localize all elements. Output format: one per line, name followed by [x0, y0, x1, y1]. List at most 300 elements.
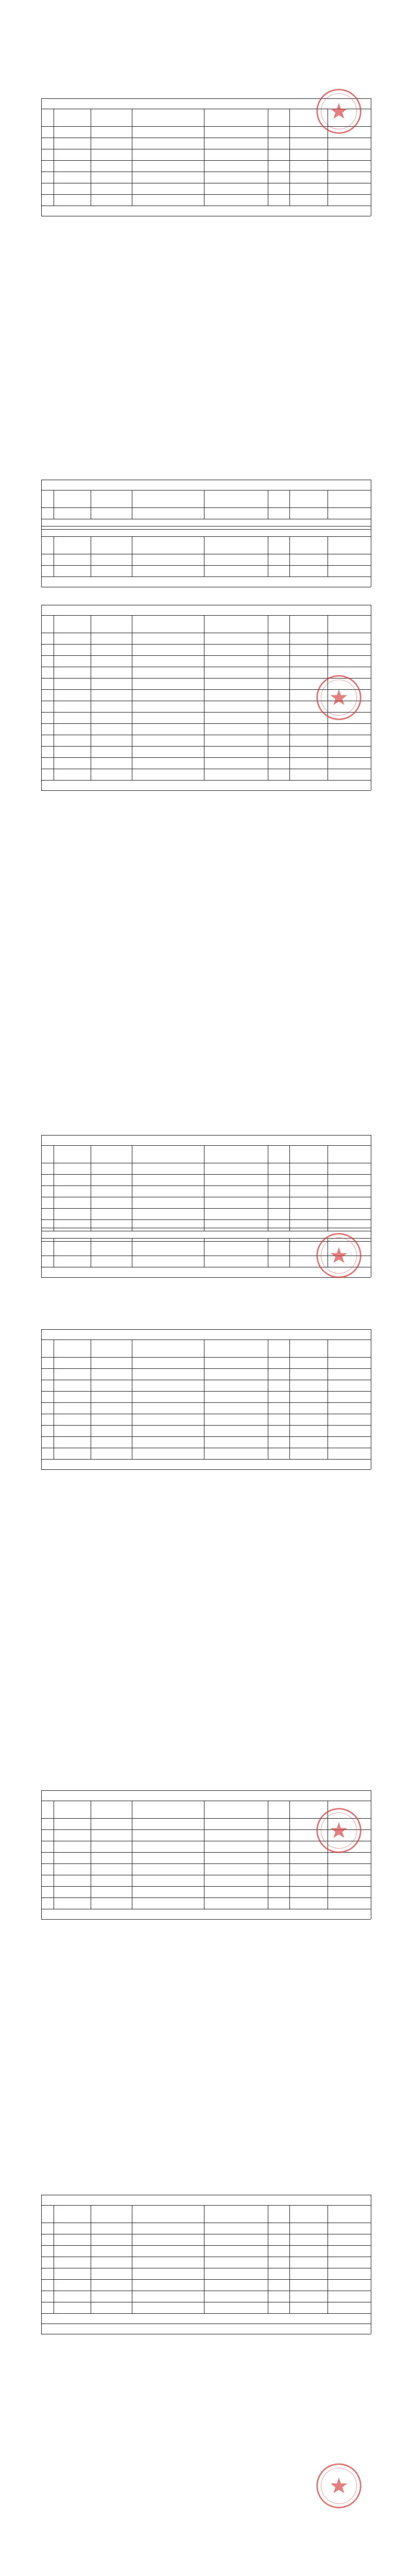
cell-amount: [289, 1402, 328, 1414]
cell-note: [328, 1402, 371, 1414]
cell-town: [91, 1185, 132, 1197]
section-title: [41, 605, 371, 615]
cell-note: [328, 1448, 371, 1459]
cell-name: [54, 1841, 91, 1852]
cell-item: [132, 1886, 206, 1897]
cell-town: [91, 1174, 132, 1185]
cell-name: [54, 1357, 91, 1368]
cell-model: [204, 1448, 268, 1459]
column-header: [289, 490, 328, 507]
cell-name: [54, 1436, 91, 1448]
cell-town: [91, 194, 132, 206]
cell-amount: [289, 1863, 328, 1875]
cell-amount: [289, 655, 328, 667]
column-header: [54, 2205, 91, 2223]
column-header: [268, 1340, 289, 1357]
cell-amount: [289, 2223, 328, 2234]
cell-qty: [268, 1380, 289, 1391]
cell-qty: [268, 149, 289, 160]
cell-name: [54, 172, 91, 183]
cell-name: [54, 1174, 91, 1185]
cell-amount: [289, 2268, 328, 2279]
column-header: [132, 490, 204, 507]
cell-item: [132, 746, 206, 757]
official-seal-stamp: [314, 1231, 364, 1280]
cell-item: [132, 1380, 206, 1391]
cell-qty: [268, 1897, 289, 1909]
cell-note: [328, 1163, 371, 1174]
column-header: [204, 1145, 268, 1163]
cell-amount: [289, 757, 328, 769]
column-header: [268, 536, 289, 554]
cell-note: [328, 1368, 371, 1380]
cell-qty: [268, 1197, 289, 1208]
official-seal-stamp: [314, 2461, 364, 2511]
cell-no: [41, 2279, 54, 2291]
cell-amount: [289, 1174, 328, 1185]
cell-amount: [289, 149, 328, 160]
cell-name: [54, 138, 91, 149]
cell-item: [132, 1414, 206, 1425]
column-header: [268, 109, 289, 126]
column-header: [91, 1238, 132, 1256]
cell-model: [204, 1368, 268, 1380]
cell-item: [132, 1402, 206, 1414]
cell-model: [204, 160, 268, 172]
column-header: [289, 1145, 328, 1163]
column-header: [54, 1238, 91, 1256]
cell-model: [204, 1886, 268, 1897]
cell-item: [132, 769, 206, 780]
cell-amount: [289, 138, 328, 149]
cell-qty: [268, 1425, 289, 1436]
cell-amount: [289, 1208, 328, 1219]
cell-qty: [268, 1875, 289, 1886]
cell-model: [204, 2302, 268, 2313]
cell-town: [91, 2223, 132, 2234]
cell-model: [204, 1841, 268, 1852]
cell-item: [132, 1174, 206, 1185]
cell-item: [132, 565, 206, 577]
cell-note: [328, 633, 371, 644]
cell-note: [328, 1414, 371, 1425]
subtotal-row: [41, 1459, 378, 1469]
cell-item: [132, 757, 206, 769]
cell-qty: [268, 2279, 289, 2291]
cell-no: [41, 1391, 54, 1402]
column-header: [204, 109, 268, 126]
cell-item: [132, 1818, 206, 1829]
cell-model: [204, 1197, 268, 1208]
cell-amount: [289, 1425, 328, 1436]
cell-item: [132, 1863, 206, 1875]
cell-model: [204, 723, 268, 735]
cell-amount: [289, 2245, 328, 2257]
column-header: [41, 1238, 54, 1256]
cell-name: [54, 644, 91, 655]
cell-qty: [268, 2245, 289, 2257]
cell-note: [328, 2223, 371, 2234]
cell-note: [328, 1197, 371, 1208]
column-header: [54, 615, 91, 633]
cell-note: [328, 2291, 371, 2302]
cell-note: [328, 2257, 371, 2268]
cell-no: [41, 712, 54, 723]
cell-item: [132, 194, 206, 206]
column-header: [204, 1238, 268, 1256]
cell-model: [204, 2291, 268, 2302]
cell-item: [132, 2245, 206, 2257]
cell-town: [91, 565, 132, 577]
cell-note: [328, 655, 371, 667]
column-header: [41, 1340, 54, 1357]
cell-amount: [289, 1448, 328, 1459]
cell-name: [54, 678, 91, 689]
cell-no: [41, 723, 54, 735]
column-header: [91, 615, 132, 633]
cell-note: [328, 644, 371, 655]
cell-no: [41, 1436, 54, 1448]
cell-qty: [268, 2234, 289, 2245]
cell-name: [54, 712, 91, 723]
cell-town: [91, 149, 132, 160]
column-header: [132, 109, 204, 126]
cell-qty: [268, 667, 289, 678]
cell-no: [41, 183, 54, 194]
cell-item: [132, 701, 206, 712]
cell-qty: [268, 678, 289, 689]
cell-note: [328, 1886, 371, 1897]
cell-model: [204, 735, 268, 746]
cell-name: [54, 1829, 91, 1841]
cell-name: [54, 1875, 91, 1886]
cell-town: [91, 678, 132, 689]
cell-town: [91, 1886, 132, 1897]
cell-no: [41, 1185, 54, 1197]
cell-qty: [268, 1391, 289, 1402]
cell-note: [328, 769, 371, 780]
cell-qty: [268, 2268, 289, 2279]
table-block: [0, 1329, 412, 1470]
cell-item: [132, 633, 206, 644]
cell-amount: [289, 183, 328, 194]
subtotal-row: [41, 577, 378, 587]
official-seal-stamp: [314, 673, 364, 722]
cell-amount: [289, 2291, 328, 2302]
cell-amount: [289, 1368, 328, 1380]
cell-amount: [289, 1414, 328, 1425]
cell-name: [54, 2234, 91, 2245]
cell-no: [41, 2257, 54, 2268]
cell-name: [54, 149, 91, 160]
cell-town: [91, 160, 132, 172]
cell-no: [41, 160, 54, 172]
column-header: [54, 1801, 91, 1818]
cell-item: [132, 655, 206, 667]
cell-name: [54, 1402, 91, 1414]
cell-note: [328, 160, 371, 172]
cell-model: [204, 183, 268, 194]
cell-no: [41, 757, 54, 769]
cell-town: [91, 2257, 132, 2268]
cell-note: [328, 1875, 371, 1886]
cell-qty: [268, 1357, 289, 1368]
column-header: [91, 490, 132, 507]
cell-qty: [268, 701, 289, 712]
cell-item: [132, 2234, 206, 2245]
cell-amount: [289, 769, 328, 780]
cell-note: [328, 2234, 371, 2245]
cell-model: [204, 1163, 268, 1174]
cell-no: [41, 1841, 54, 1852]
column-header: [132, 1340, 204, 1357]
cell-town: [91, 1897, 132, 1909]
column-header: [41, 109, 54, 126]
cell-amount: [289, 644, 328, 655]
cell-model: [204, 1818, 268, 1829]
cell-name: [54, 194, 91, 206]
cell-model: [204, 701, 268, 712]
cell-model: [204, 633, 268, 644]
cell-name: [54, 723, 91, 735]
cell-no: [41, 1863, 54, 1875]
cell-qty: [268, 1886, 289, 1897]
cell-note: [328, 172, 371, 183]
cell-qty: [268, 2302, 289, 2313]
cell-note: [328, 723, 371, 735]
cell-amount: [289, 194, 328, 206]
cell-no: [41, 2291, 54, 2302]
cell-qty: [268, 1163, 289, 1174]
cell-amount: [289, 1197, 328, 1208]
cell-name: [54, 1886, 91, 1897]
cell-item: [132, 1841, 206, 1852]
cell-name: [54, 655, 91, 667]
column-header: [289, 1340, 328, 1357]
column-header: [204, 1340, 268, 1357]
cell-no: [41, 1897, 54, 1909]
cell-no: [41, 1357, 54, 1368]
cell-model: [204, 1391, 268, 1402]
cell-town: [91, 723, 132, 735]
column-header: [91, 1801, 132, 1818]
cell-item: [132, 1368, 206, 1380]
cell-qty: [268, 1174, 289, 1185]
column-header: [204, 2205, 268, 2223]
cell-qty: [268, 1829, 289, 1841]
cell-model: [204, 138, 268, 149]
cell-qty: [268, 2257, 289, 2268]
cell-town: [91, 1256, 132, 1267]
column-header: [132, 536, 204, 554]
cell-item: [132, 735, 206, 746]
cell-note: [328, 1897, 371, 1909]
cell-town: [91, 769, 132, 780]
cell-note: [328, 1208, 371, 1219]
cell-item: [132, 554, 206, 565]
cell-no: [41, 769, 54, 780]
cell-town: [91, 172, 132, 183]
cell-item: [132, 507, 206, 519]
column-header: [91, 2205, 132, 2223]
column-header: [41, 1801, 54, 1818]
cell-model: [204, 1863, 268, 1875]
cell-model: [204, 2268, 268, 2279]
cell-item: [132, 1425, 206, 1436]
cell-no: [41, 667, 54, 678]
section-title: [41, 2195, 371, 2205]
column-header: [54, 1340, 91, 1357]
cell-model: [204, 2245, 268, 2257]
cell-town: [91, 746, 132, 757]
cell-note: [328, 2302, 371, 2313]
cell-amount: [289, 1391, 328, 1402]
cell-model: [204, 2257, 268, 2268]
cell-model: [204, 1436, 268, 1448]
cell-amount: [289, 1886, 328, 1897]
column-header: [132, 2205, 204, 2223]
cell-name: [54, 554, 91, 565]
subtotal-row: [41, 2324, 378, 2334]
cell-name: [54, 667, 91, 678]
section-title: [41, 1329, 371, 1340]
cell-no: [41, 2268, 54, 2279]
cell-name: [54, 769, 91, 780]
table-block: [0, 526, 412, 587]
cell-model: [204, 507, 268, 519]
cell-model: [204, 1256, 268, 1267]
cell-amount: [289, 1163, 328, 1174]
cell-model: [204, 2234, 268, 2245]
cell-item: [132, 1197, 206, 1208]
column-header: [54, 490, 91, 507]
cell-town: [91, 2302, 132, 2313]
cell-item: [132, 1897, 206, 1909]
cell-name: [54, 2223, 91, 2234]
column-header: [268, 1145, 289, 1163]
cell-town: [91, 2268, 132, 2279]
cell-item: [132, 667, 206, 678]
cell-town: [91, 1852, 132, 1863]
cell-model: [204, 1875, 268, 1886]
cell-town: [91, 712, 132, 723]
cell-model: [204, 667, 268, 678]
cell-town: [91, 554, 132, 565]
cell-note: [328, 2279, 371, 2291]
cell-name: [54, 507, 91, 519]
column-header: [204, 490, 268, 507]
cell-town: [91, 126, 132, 138]
column-header: [41, 1145, 54, 1163]
column-header: [268, 615, 289, 633]
cell-item: [132, 149, 206, 160]
cell-no: [41, 126, 54, 138]
column-header: [91, 1340, 132, 1357]
cell-model: [204, 2279, 268, 2291]
cell-name: [54, 2268, 91, 2279]
cell-name: [54, 1185, 91, 1197]
cell-no: [41, 1380, 54, 1391]
cell-town: [91, 2291, 132, 2302]
cell-model: [204, 655, 268, 667]
cell-town: [91, 1357, 132, 1368]
cell-no: [41, 1852, 54, 1863]
cell-no: [41, 1208, 54, 1219]
cell-town: [91, 667, 132, 678]
cell-amount: [289, 172, 328, 183]
cell-no: [41, 1256, 54, 1267]
cell-model: [204, 1174, 268, 1185]
official-seal-stamp: [314, 1806, 364, 1855]
cell-qty: [268, 507, 289, 519]
cell-amount: [289, 2234, 328, 2245]
cell-qty: [268, 2223, 289, 2234]
cell-name: [54, 1380, 91, 1391]
cell-no: [41, 735, 54, 746]
cell-model: [204, 1185, 268, 1197]
cell-name: [54, 565, 91, 577]
cell-town: [91, 633, 132, 644]
cell-model: [204, 554, 268, 565]
cell-model: [204, 757, 268, 769]
cell-no: [41, 1875, 54, 1886]
cell-qty: [268, 172, 289, 183]
cell-qty: [268, 1402, 289, 1414]
column-header: [289, 2205, 328, 2223]
cell-note: [328, 1380, 371, 1391]
cell-model: [204, 149, 268, 160]
cell-qty: [268, 138, 289, 149]
cell-note: [328, 194, 371, 206]
cell-item: [132, 689, 206, 701]
cell-model: [204, 1425, 268, 1436]
column-header: [54, 536, 91, 554]
document-title: [41, 18, 371, 31]
cell-town: [91, 1208, 132, 1219]
cell-amount: [289, 2257, 328, 2268]
cell-town: [91, 138, 132, 149]
cell-town: [91, 1448, 132, 1459]
cell-item: [132, 1436, 206, 1448]
cell-no: [41, 172, 54, 183]
cell-name: [54, 1197, 91, 1208]
cell-item: [132, 138, 206, 149]
cell-town: [91, 2234, 132, 2245]
cell-no: [41, 1886, 54, 1897]
cell-qty: [268, 644, 289, 655]
cell-no: [41, 1174, 54, 1185]
cell-no: [41, 1829, 54, 1841]
subtotal-row: [41, 206, 378, 216]
cell-note: [328, 2245, 371, 2257]
cell-name: [54, 701, 91, 712]
cell-no: [41, 655, 54, 667]
cell-item: [132, 2257, 206, 2268]
cell-amount: [289, 2279, 328, 2291]
cell-note: [328, 149, 371, 160]
cell-name: [54, 1852, 91, 1863]
cell-item: [132, 678, 206, 689]
cell-no: [41, 149, 54, 160]
cell-model: [204, 126, 268, 138]
cell-no: [41, 507, 54, 519]
cell-qty: [268, 1841, 289, 1852]
cell-no: [41, 1818, 54, 1829]
cell-item: [132, 644, 206, 655]
cell-qty: [268, 633, 289, 644]
cell-item: [132, 1185, 206, 1197]
cell-qty: [268, 712, 289, 723]
